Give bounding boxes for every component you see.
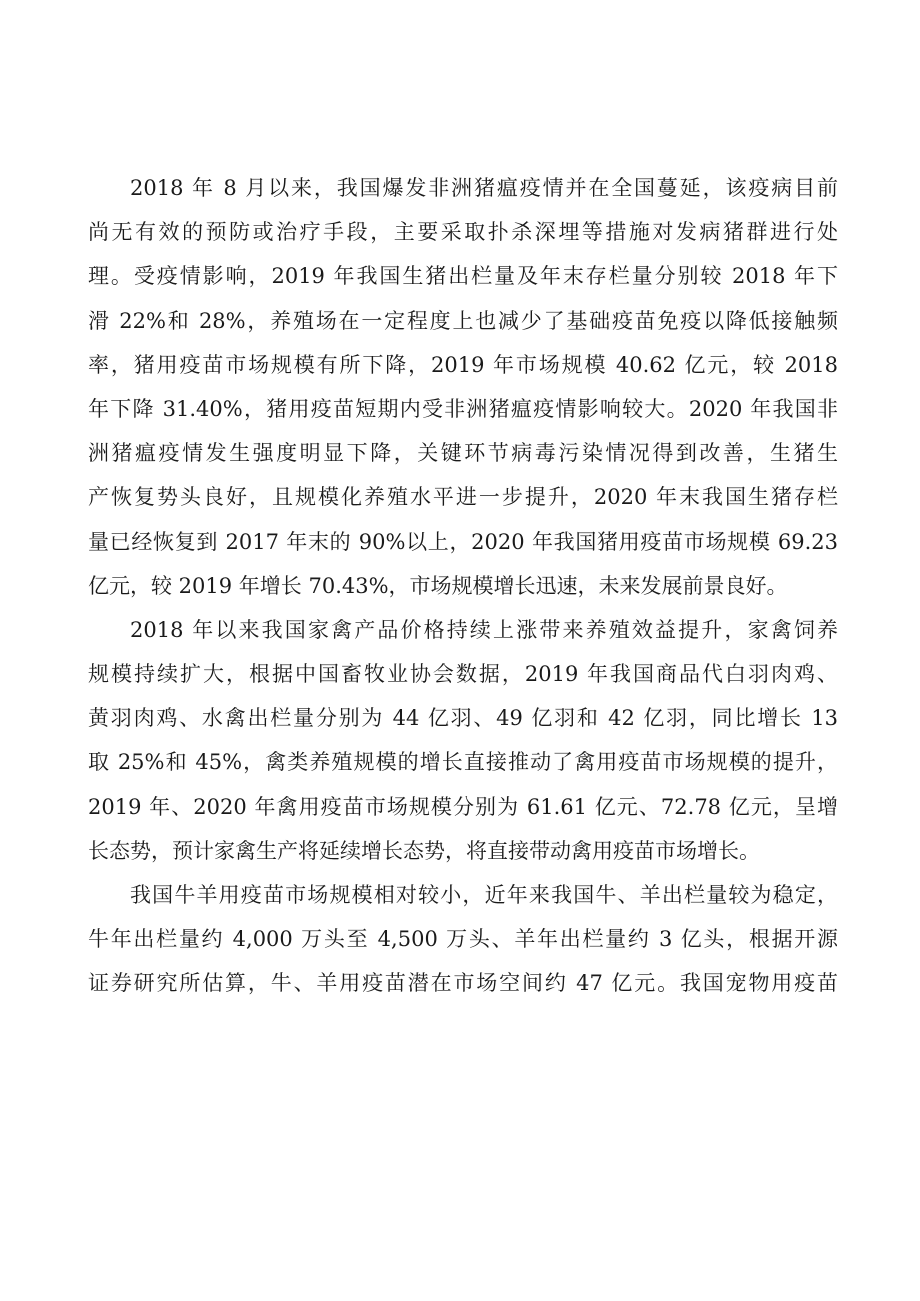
- text-line: 率，猪用疫苗市场规模有所下降，2019 年市场规模 40.62 亿元，较 2018: [88, 352, 838, 377]
- text-line: 证券研究所估算，牛、羊用疫苗潜在市场空间约 47 亿元。我国宠物用疫苗: [88, 971, 838, 996]
- text-line: 亿元，较 2019 年增长 70.43%，市场规模增长迅速，未来发展前景良好。: [88, 573, 788, 598]
- text-line: 尚无有效的预防或治疗手段，主要采取扑杀深埋等措施对发病猪群进行处: [88, 220, 838, 245]
- text-line: 产恢复势头良好，且规模化养殖水平进一步提升，2020 年末我国生猪存栏: [88, 485, 838, 510]
- text-line: 黄羽肉鸡、水禽出栏量分别为 44 亿羽、49 亿羽和 42 亿羽，同比增长 13: [88, 706, 838, 731]
- text-line: 2019 年、2020 年禽用疫苗市场规模分别为 61.61 亿元、72.78 亿元，呈增: [88, 794, 838, 819]
- text-line: 我国牛羊用疫苗市场规模相对较小，近年来我国牛、羊出栏量较为稳定，: [130, 883, 838, 907]
- text-line: 牛年出栏量约 4,000 万头至 4,500 万头、羊年出栏量约 3 亿头，根据开源: [88, 927, 838, 952]
- text-line: 取 25%和 45%，禽类养殖规模的增长直接推动了禽用疫苗市场规模的提升，: [88, 750, 838, 775]
- document-body: [88, 166, 838, 1006]
- text-line: 理。受疫情影响，2019 年我国生猪出栏量及年末存栏量分别较 2018 年下: [88, 264, 838, 289]
- text-line: 2018 年 8 月以来，我国爆发非洲猪瘟疫情并在全国蔓延，该疫病目前: [130, 176, 838, 200]
- text-line: 滑 22%和 28%，养殖场在一定程度上也减少了基础疫苗免疫以降低接触频: [88, 308, 838, 333]
- text-line: 量已经恢复到 2017 年末的 90%以上，2020 年我国猪用疫苗市场规模 69.23: [88, 529, 838, 554]
- paragraph-swine-vaccine: [88, 166, 838, 608]
- text-line: 洲猪瘟疫情发生强度明显下降，关键环节病毒污染情况得到改善，生猪生: [88, 441, 838, 466]
- paragraph-cattle-sheep-vaccine: [88, 873, 838, 1006]
- text-line: 长态势，预计家禽生产将延续增长态势，将直接带动禽用疫苗市场增长。: [88, 838, 760, 863]
- text-line: 年下降 31.40%，猪用疫苗短期内受非洲猪瘟疫情影响较大。2020 年我国非: [88, 396, 838, 421]
- paragraph-poultry-vaccine: [88, 608, 838, 873]
- text-line: 2018 年以来我国家禽产品价格持续上涨带来养殖效益提升，家禽饲养: [130, 617, 838, 642]
- text-line: 规模持续扩大，根据中国畜牧业协会数据，2019 年我国商品代白羽肉鸡、: [88, 662, 838, 687]
